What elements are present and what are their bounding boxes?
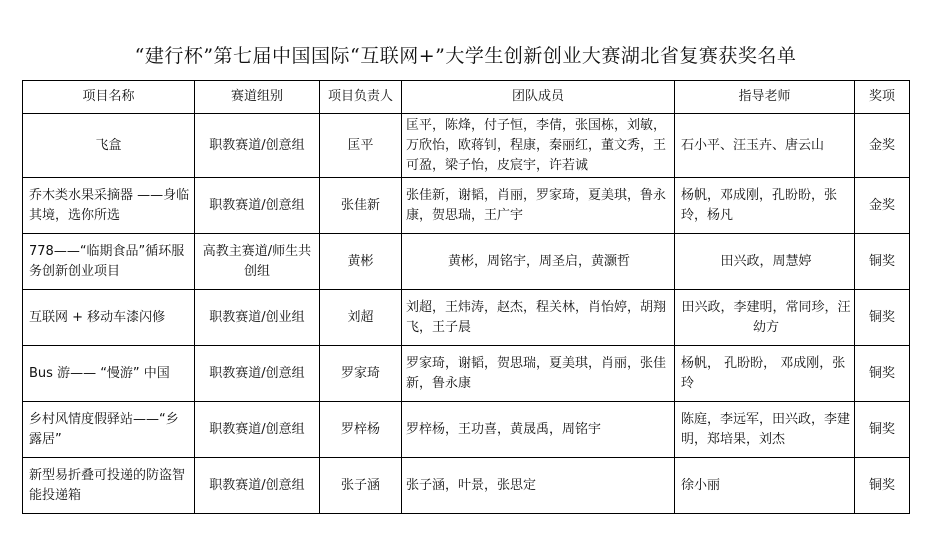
cell-project-leader: 罗家琦 <box>320 346 402 402</box>
cell-advisors: 田兴政，周慧婷 <box>675 234 855 290</box>
cell-project-name: 778——“临期食品”循环服务创新创业项目 <box>23 234 195 290</box>
table-row <box>23 346 910 402</box>
cell-project-leader: 刘超 <box>320 290 402 346</box>
cell-advisors: 徐小丽 <box>675 458 855 514</box>
cell-project-name: Bus 游—— “慢游” 中国 <box>23 346 195 402</box>
header-project-name: 项目名称 <box>23 81 195 114</box>
cell-team-members: 张子涵，叶景，张思定 <box>402 458 675 514</box>
award-list-table <box>22 80 910 514</box>
cell-advisors: 石小平、汪玉卉、唐云山 <box>675 114 855 178</box>
cell-track-group: 职教赛道/创意组 <box>195 346 320 402</box>
document-title: “建行杯”第七届中国国际“互联网+”大学生创新创业大赛湖北省复赛获奖名单 <box>134 45 797 67</box>
cell-project-leader: 黄彬 <box>320 234 402 290</box>
cell-team-members: 罗梓杨，王功喜，黄晟禹，周铭宇 <box>402 402 675 458</box>
cell-project-leader: 罗梓杨 <box>320 402 402 458</box>
cell-award: 金奖 <box>855 114 910 178</box>
cell-track-group: 职教赛道/创业组 <box>195 290 320 346</box>
cell-advisors: 杨帆，邓成刚，孔盼盼，张玲，杨凡 <box>675 178 855 234</box>
cell-project-leader: 张佳新 <box>320 178 402 234</box>
cell-advisors: 陈庭，李远军，田兴政，李建明，郑培果，刘杰 <box>675 402 855 458</box>
cell-project-name: 乔木类水果采摘器 ——身临其境，选你所选 <box>23 178 195 234</box>
table-header-row <box>23 81 910 114</box>
cell-project-name: 新型易折叠可投递的防盗智能投递箱 <box>23 458 195 514</box>
table-row <box>23 234 910 290</box>
cell-award: 铜奖 <box>855 402 910 458</box>
table-row <box>23 290 910 346</box>
cell-advisors: 杨帆， 孔盼盼， 邓成刚，张玲 <box>675 346 855 402</box>
cell-track-group: 职教赛道/创意组 <box>195 458 320 514</box>
cell-team-members: 张佳新，谢韬，肖丽，罗家琦，夏美琪，鲁永康，贺思瑞，王广宇 <box>402 178 675 234</box>
header-award: 奖项 <box>855 81 910 114</box>
cell-project-name: 乡村风情度假驿站——“乡露居” <box>23 402 195 458</box>
table-row <box>23 458 910 514</box>
cell-award: 铜奖 <box>855 234 910 290</box>
cell-award: 铜奖 <box>855 346 910 402</box>
cell-project-name: 互联网 + 移动车漆闪修 <box>23 290 195 346</box>
cell-award: 铜奖 <box>855 458 910 514</box>
cell-project-leader: 张子涵 <box>320 458 402 514</box>
cell-track-group: 职教赛道/创意组 <box>195 402 320 458</box>
header-project-leader: 项目负责人 <box>320 81 402 114</box>
header-team-members: 团队成员 <box>402 81 675 114</box>
cell-team-members: 黄彬，周铭宇，周圣启，黄灏哲 <box>402 234 675 290</box>
cell-award: 铜奖 <box>855 290 910 346</box>
cell-award: 金奖 <box>855 178 910 234</box>
header-track-group: 赛道组别 <box>195 81 320 114</box>
cell-track-group: 职教赛道/创意组 <box>195 114 320 178</box>
cell-team-members: 匡平，陈烽，付子恒，李倩，张国栋，刘敏，万欣怡，欧蒋钊，程康，秦丽红，董文秀，王可盈，梁子怡，皮宸宇，许若诚 <box>402 114 675 178</box>
table-row <box>23 178 910 234</box>
cell-track-group: 高教主赛道/师生共创组 <box>195 234 320 290</box>
table-row <box>23 402 910 458</box>
header-advisors: 指导老师 <box>675 81 855 114</box>
table-row <box>23 114 910 178</box>
cell-project-leader: 匡平 <box>320 114 402 178</box>
cell-advisors: 田兴政，李建明，常同珍，汪幼方 <box>675 290 855 346</box>
cell-project-name: 飞盒 <box>23 114 195 178</box>
cell-team-members: 罗家琦，谢韬，贺思瑞，夏美琪，肖丽，张佳新，鲁永康 <box>402 346 675 402</box>
cell-team-members: 刘超，王炜涛，赵杰，程关林，肖怡婷，胡翔飞，王子晨 <box>402 290 675 346</box>
cell-track-group: 职教赛道/创意组 <box>195 178 320 234</box>
